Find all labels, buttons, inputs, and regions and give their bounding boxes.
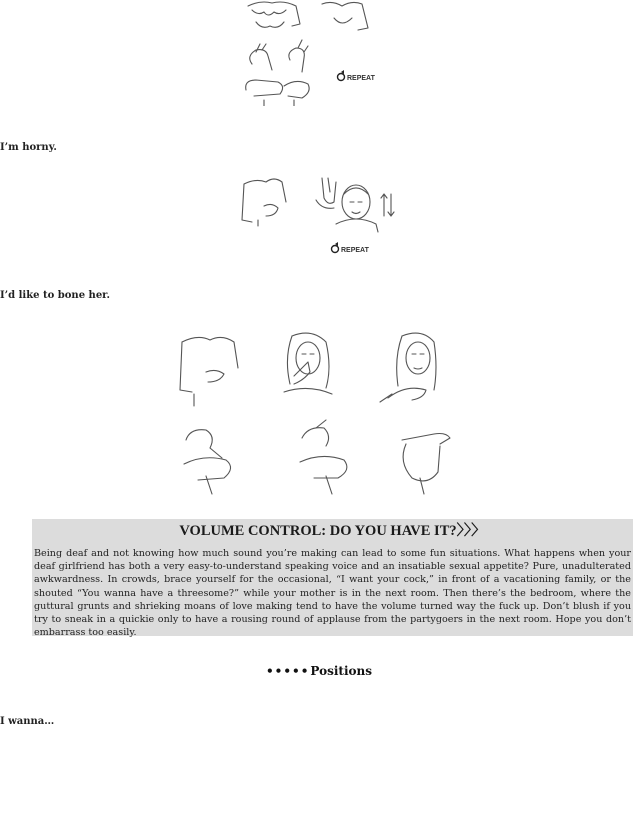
sign-drawing-1	[238, 0, 388, 106]
caption-wanna: I wanna…	[0, 716, 55, 727]
repeat-label-1: REPEAT	[347, 75, 375, 82]
sidebar-box	[32, 519, 633, 639]
heading-bullets: •••••	[266, 664, 310, 678]
sign-illustration-3	[176, 328, 468, 496]
sign-illustration-2	[238, 172, 403, 258]
sign-drawing-2	[238, 172, 403, 258]
sign-drawing-3	[176, 328, 468, 496]
section-heading	[0, 664, 638, 678]
caption-bone: I’d like to bone her.	[0, 290, 111, 301]
sign-illustration-1	[238, 0, 388, 106]
sidebar-title: VOLUME CONTROL: DO YOU HAVE IT?〉〉〉	[179, 523, 486, 539]
sidebar-body: Being deaf and not knowing how much sound you’re making can lead to some fun situations. What happens when your deaf girlfriend has both a very easy-to-understand speaking voice and an insatiable sexual appetite? Pure, unadulterated awkwardness. In crowds, brace yourself for the occasional, “I want your cock,” in front of a vacationing family, or the shouted “You wanna have a threesome?” while your mother is in the next room. Then there’s the bedroom, where the guttural grunts and shrieking moans of love making tend to have the volume turned way the fuck up. Don’t blush if you try to sneak in a quickie only to have a rousing round of applause from the partygoers in the next room. Hope you don’t embarrass too easily.	[34, 548, 631, 639]
section-title: Positions	[310, 664, 372, 678]
caption-horny: I’m horny.	[0, 142, 57, 153]
repeat-label-2: REPEAT	[341, 247, 369, 254]
